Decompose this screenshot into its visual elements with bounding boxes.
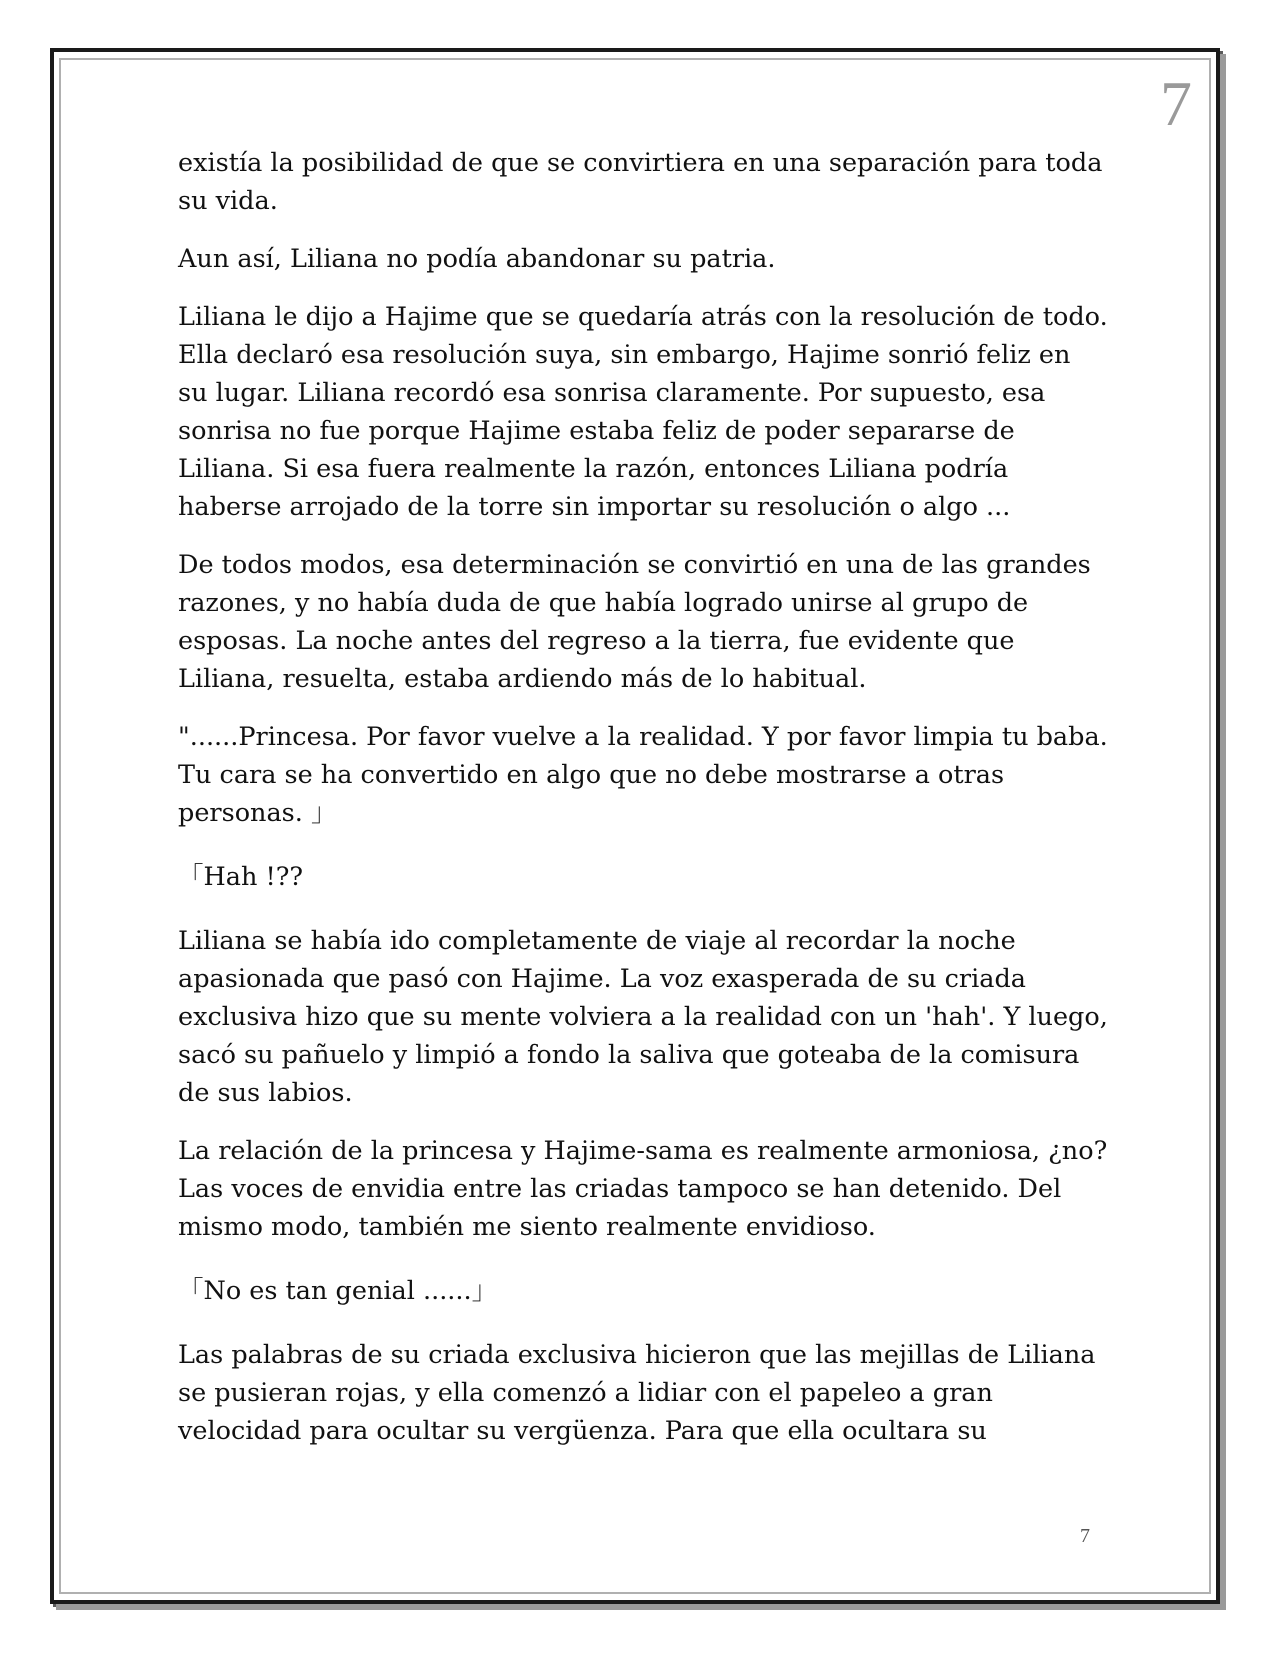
paragraph-1: existía la posibilidad de que se convirtiera en una separación para toda su vida. <box>178 148 1103 216</box>
paragraph-2: Aun así, Liliana no podía abandonar su patria. <box>178 244 776 274</box>
paragraph-7: Liliana se había ido completamente de viaje al recordar la noche apasionada que pasó con Hajime. La voz exasperada de su criada exclusiva hizo que su mente volviera a la realidad con un 'hah'. Y luego, sacó su pañuelo y limpió a fondo la saliva que goteaba de la comisura de sus labios. <box>178 926 1108 1108</box>
page-frame <box>50 48 1220 1604</box>
paragraph-5: "......Princesa. Por favor vuelve a la realidad. Y por favor limpia tu baba. Tu cara se ha convertido en algo que no debe mostrarse a otras personas. 」 <box>178 722 1108 828</box>
paragraph-4: De todos modos, esa determinación se convirtió en una de las grandes razones, y no había duda de que había logrado unirse al grupo de esposas. La noche antes del regreso a la tierra, fue evidente que Liliana, resuelta, estaba ardiendo más de lo habitual. <box>178 550 1091 694</box>
body-text <box>178 144 1108 1470</box>
dialog-line-1: 「Hah !?? <box>178 862 304 892</box>
paragraph-3: Liliana le dijo a Hajime que se quedaría atrás con la resolución de todo. Ella declaró esa resolución suya, sin embargo, Hajime sonrió feliz en su lugar. Liliana recordó esa sonrisa claramente. Por supuesto, esa sonrisa no fue porque Hajime estaba feliz de poder separarse de Liliana. Si esa fuera realmente la razón, entonces Liliana podría haberse arrojado de la torre sin importar su resolución o algo ... <box>178 302 1108 522</box>
header-page-number: 7 <box>1160 68 1192 139</box>
footer-page-number: 7 <box>1080 1525 1090 1547</box>
dialog-line-2: 「No es tan genial ......」 <box>178 1276 498 1306</box>
paragraph-10: Las palabras de su criada exclusiva hicieron que las mejillas de Liliana se pusieran rojas, y ella comenzó a lidiar con el papeleo a gran velocidad para ocultar su vergüenza. Para que ella ocultara su <box>178 1340 1096 1446</box>
paragraph-8: La relación de la princesa y Hajime-sama es realmente armoniosa, ¿no? Las voces de envidia entre las criadas tampoco se han detenido. Del mismo modo, también me siento realmente envidioso. <box>178 1136 1108 1242</box>
